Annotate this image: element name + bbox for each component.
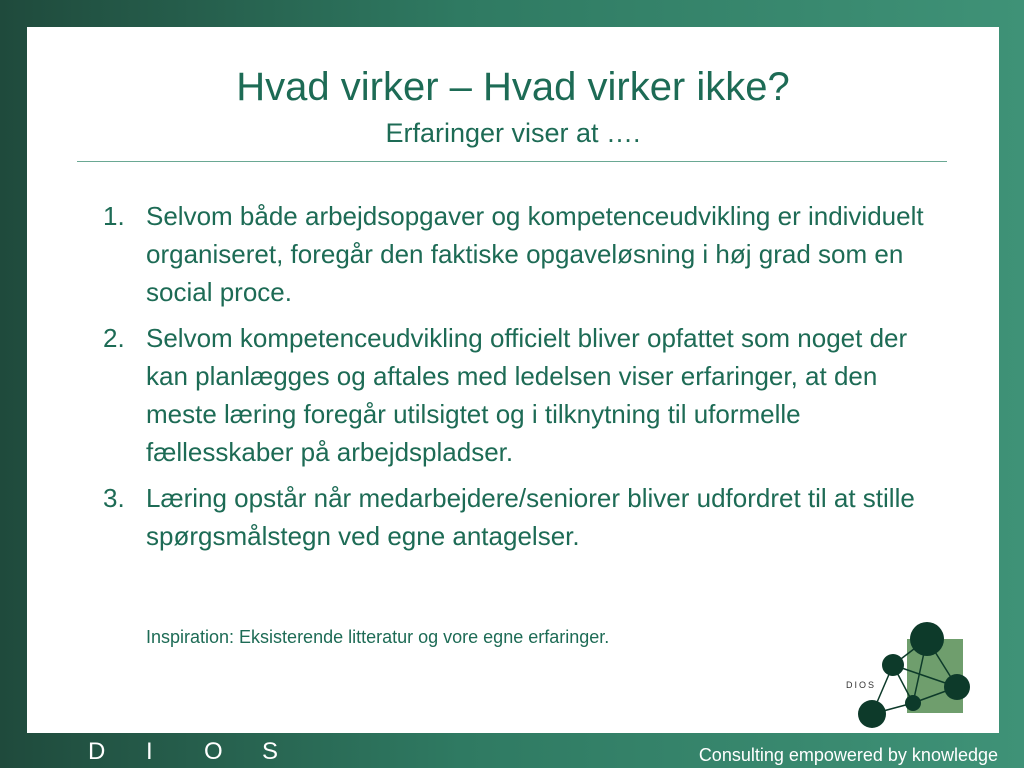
list-item-number: 3. <box>103 483 125 513</box>
list-item <box>103 197 943 311</box>
findings-list <box>103 197 943 563</box>
list-item-text: Selvom både arbejdsopgaver og kompetenceudvikling er individuelt organiseret, foregår den faktiske opgaveløsning i høj grad som en social proce. <box>146 201 924 307</box>
brand-letter: S <box>262 738 281 765</box>
dios-network-logo-icon <box>847 617 977 732</box>
slide-canvas <box>27 27 999 733</box>
list-item-number: 1. <box>103 201 125 231</box>
slide-subtitle: Erfaringer viser at …. <box>385 118 641 148</box>
footer-brand <box>88 738 320 766</box>
slide-title: Hvad virker – Hvad virker ikke? <box>236 65 790 109</box>
list-item-number: 2. <box>103 323 125 353</box>
brand-letter: I <box>146 738 155 765</box>
title-divider <box>77 161 947 162</box>
logo-text: DIOS <box>846 680 877 690</box>
list-item <box>103 319 943 471</box>
list-item-text: Selvom kompetenceudvikling officielt bliver opfattet som noget der kan planlægges og aftales med ledelsen viser erfaringer, at den meste læring foregår utilsigtet og i tilknytning til uformelle fællesskaber på arbejdspladser. <box>146 323 908 467</box>
brand-letter: O <box>204 738 225 765</box>
inspiration-note: Inspiration: Eksisterende litteratur og vore egne erfaringer. <box>146 627 610 647</box>
brand-letter: D <box>88 738 108 765</box>
list-item <box>103 479 943 555</box>
list-item-text: Læring opstår når medarbejdere/seniorer bliver udfordret til at stille spørgsmålstegn ved egne antagelser. <box>146 483 915 551</box>
footer-tagline: Consulting empowered by knowledge <box>698 745 998 765</box>
